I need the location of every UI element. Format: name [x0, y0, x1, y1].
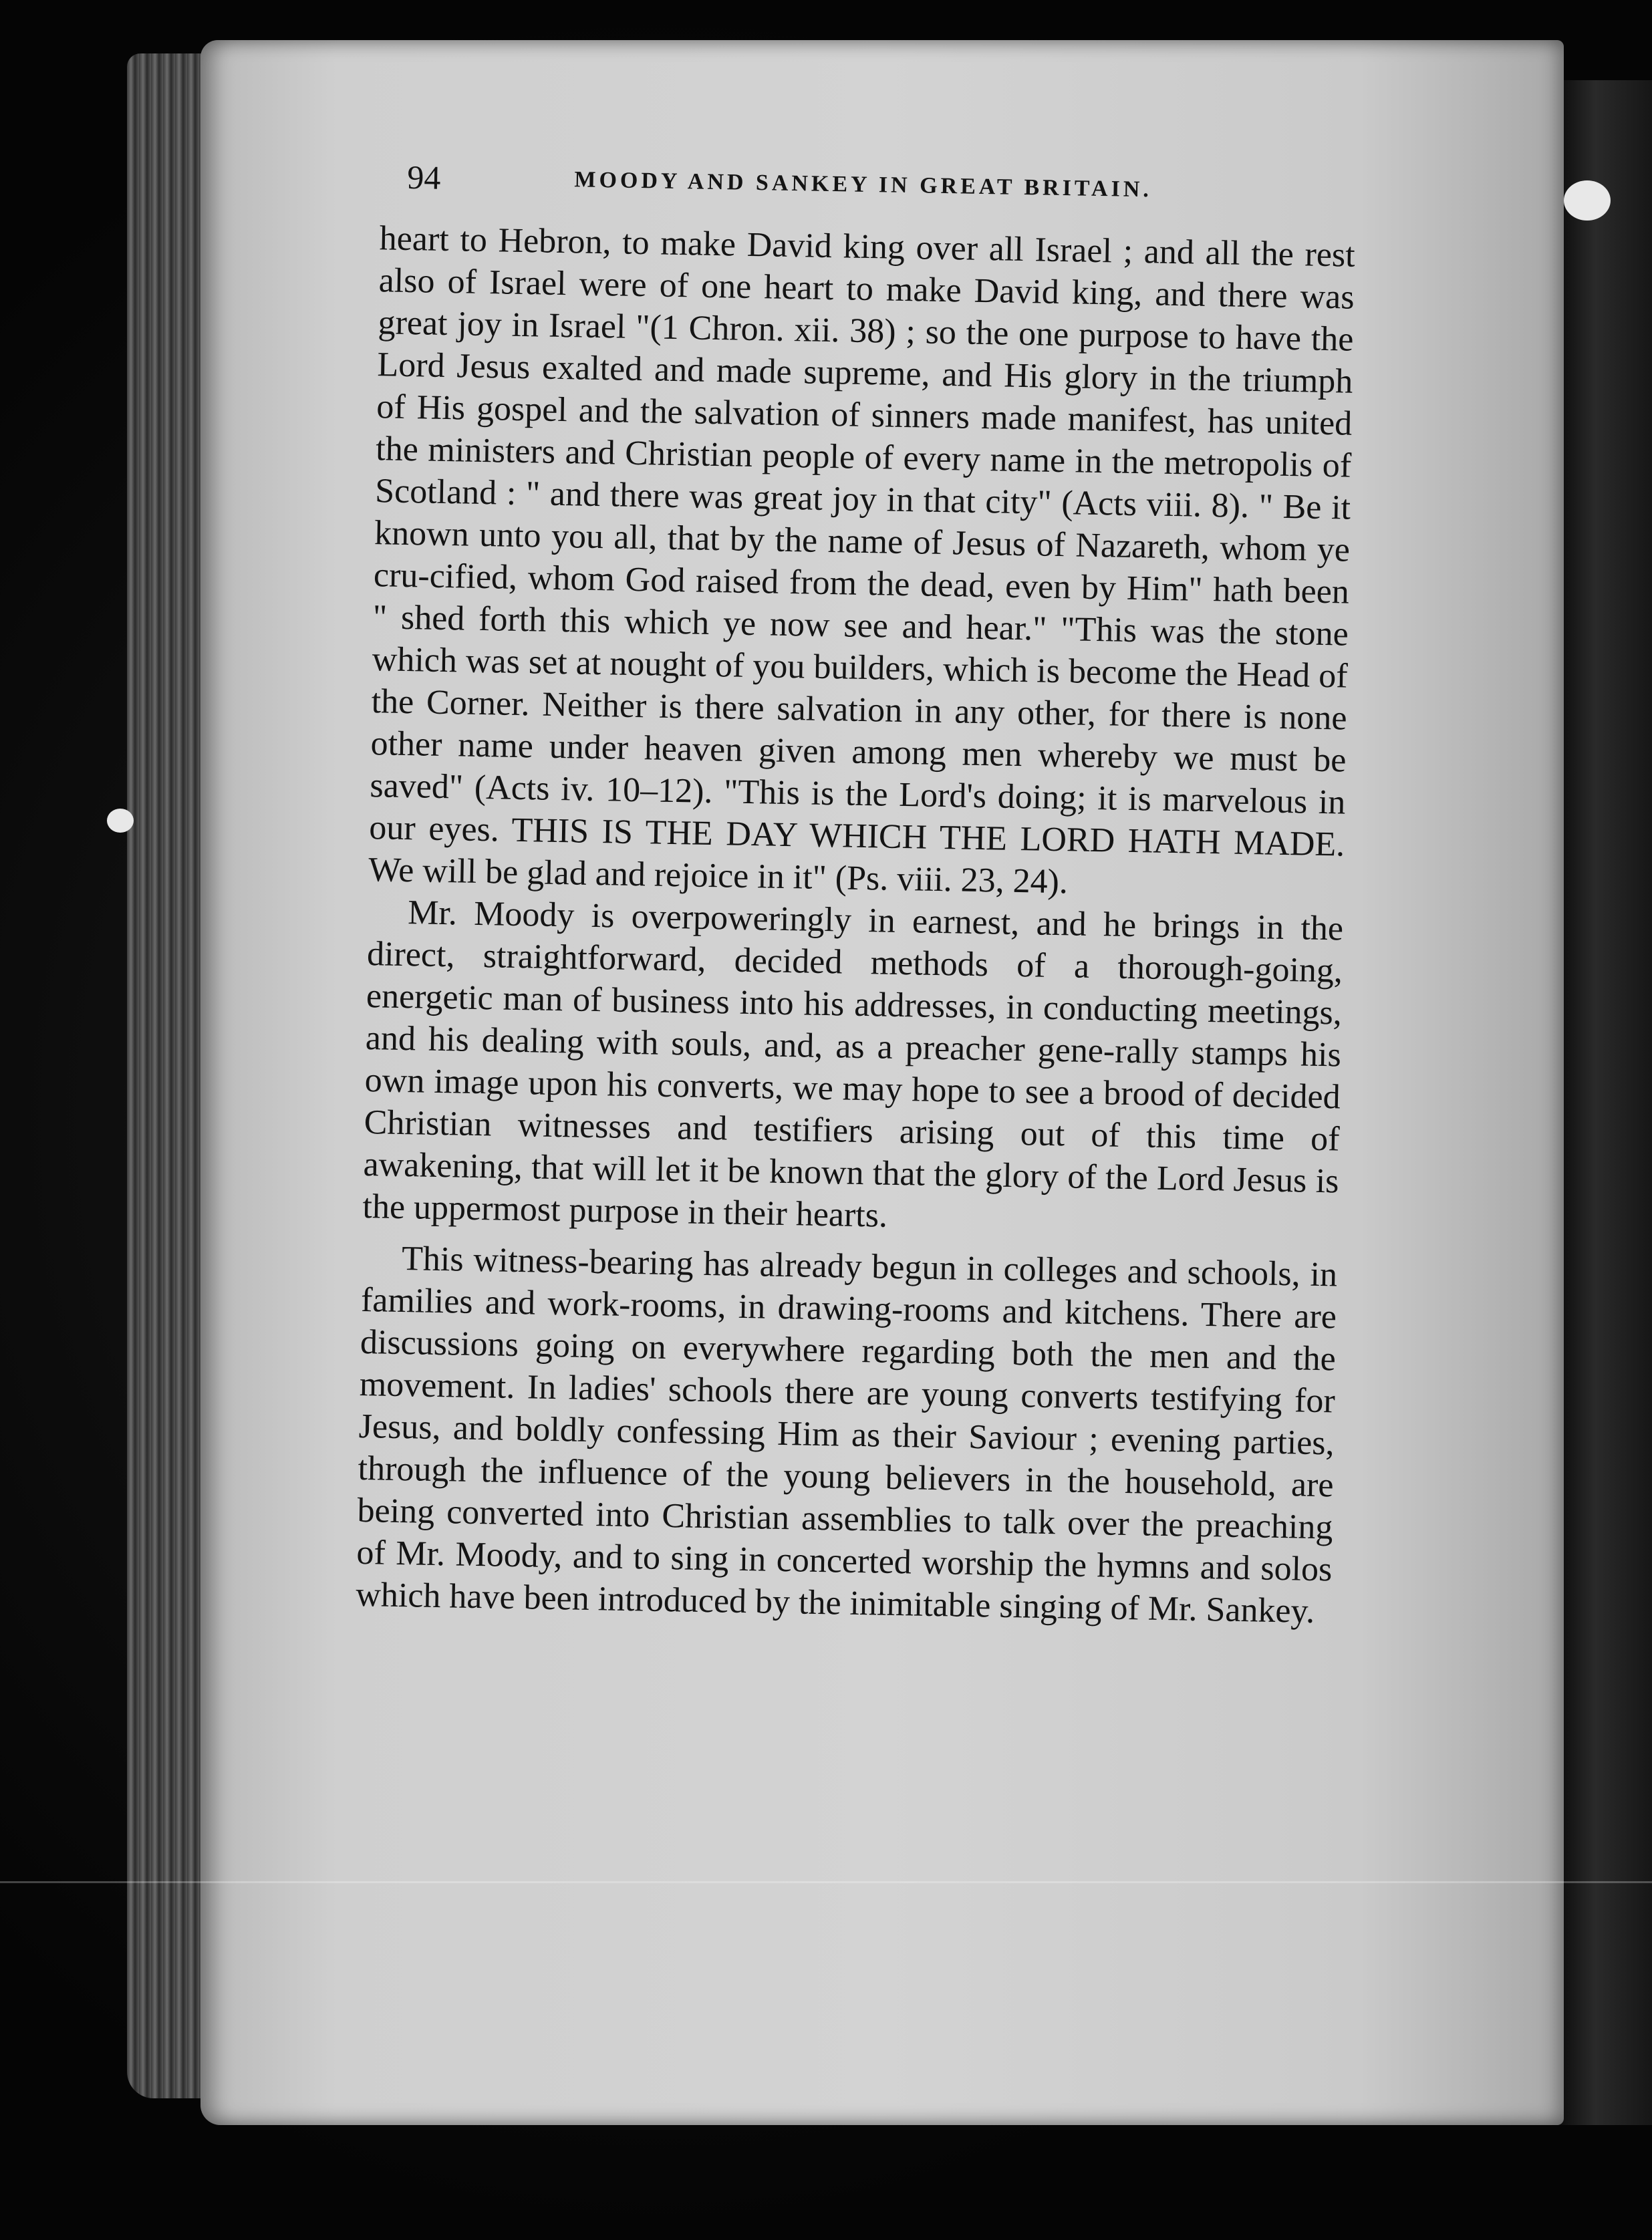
scan-speck [1564, 180, 1611, 221]
body-text [356, 217, 1355, 1633]
paragraph-3: This witness-bearing has already begun in colleges and schools, in families and work-rooms, in drawing-rooms and kitchens. There are discussions going on everywhere regarding both the men and the movement. In ladies' schools there are young converts testifying for Jesus, and boldly confessing Him as their Saviour ; evening parties, through the influence of the young believers in the household, are being converted into Christian assemblies to talk over the preaching of Mr. Moody, and to sing in concerted worship the hymns and solos which have been introduced by the inimitable singing of Mr. Sankey. [355, 1240, 1338, 1631]
scan-line [0, 1881, 1652, 1883]
paragraph-1: heart to Hebron, to make David king over all Israel ; and all the rest also of Israel were of one heart to make David king, and there was great joy in Israel "(1 Chron. xii. 38) ; so the one purpose to have the Lord Jesus exalted and made supreme, and His glory in the triumph of His gospel and the salvation of sinners made manifest, has united the ministers and Christian people of every name in the metropolis of Scotland : " and there was great joy in that city" (Acts viii. 8). " Be it known unto you all, that by the name of Jesus of Nazareth, whom ye cru-cified, whom God raised from the dead, even by Him" hath been " shed forth this which ye now see and hear." "This was the stone which was set at nought of you builders, which is become the Head of the Corner. Neither is there salvation in any other, for there is none other name under heaven given among men whereby we must be saved" (Acts iv. 10–12). "This is the Lord's doing; it is marvelous in our eyes. THIS IS THE DAY WHICH THE LORD HATH MADE. We will be glad and rejoice in it" (Ps. viii. 23, 24). [368, 219, 1356, 901]
paragraph-2: Mr. Moody is overpoweringly in earnest, and he brings in the direct, straightforward, decided methods of a thorough-going, energetic man of business into his addresses, in conducting meetings, and his dealing with souls, and, as a preacher gene-rally stamps his own image upon his converts, we may hope to see a brood of decided Christian witnesses and testifiers arising out of this time of awakening, that will let it be known that the glory of the Lord Jesus is the uppermost purpose in their hearts. [362, 893, 1344, 1235]
facing-page-edge [1557, 80, 1652, 2125]
running-head-title: MOODY AND SANKEY IN GREAT BRITAIN. [574, 167, 1153, 202]
scan-speck [107, 809, 134, 833]
page-content [155, 154, 1377, 1633]
page-number: 94 [406, 158, 441, 196]
